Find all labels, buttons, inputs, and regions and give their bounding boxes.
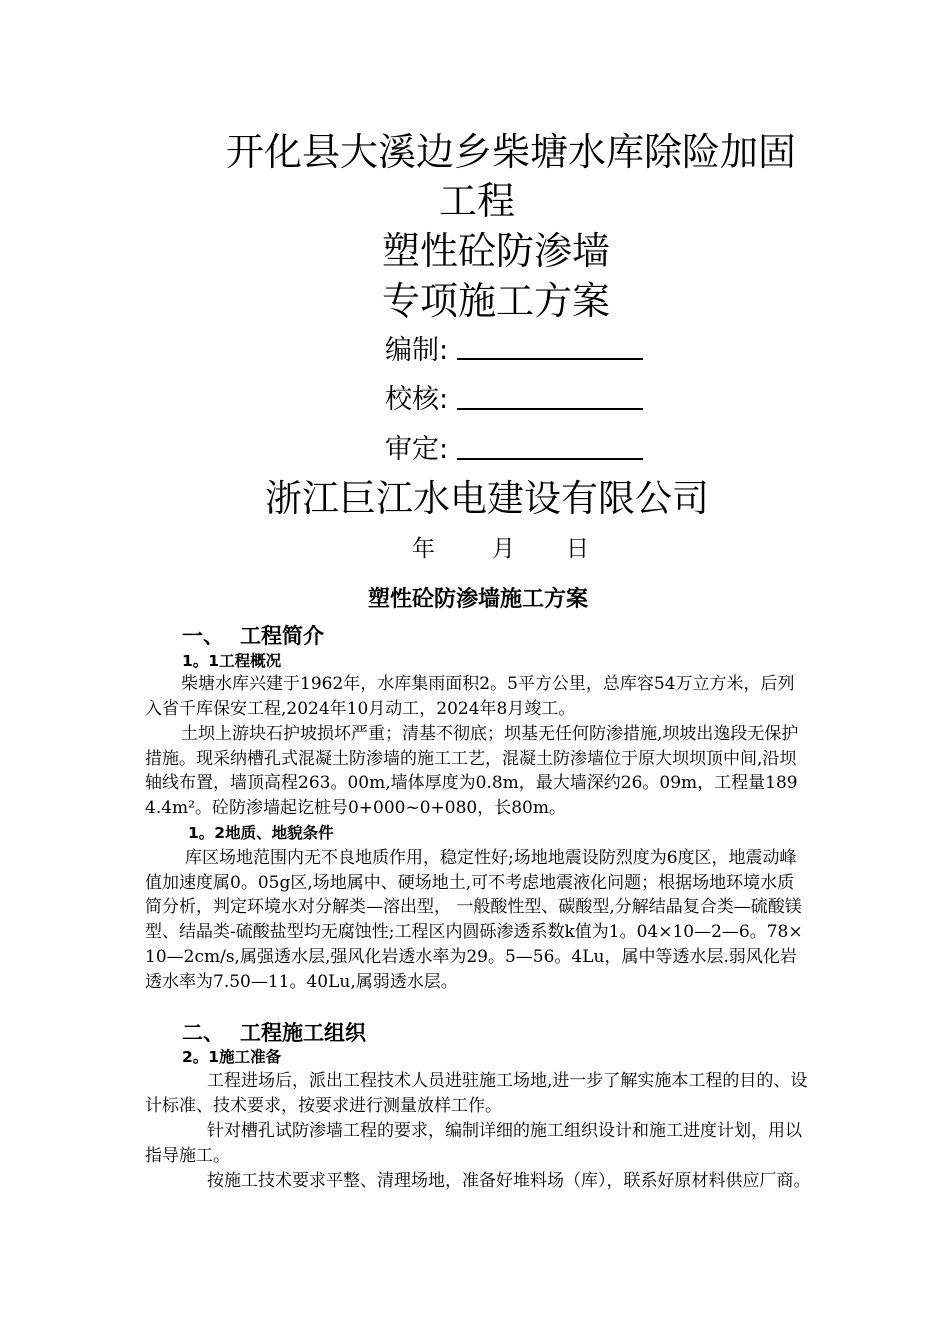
- para-1-2-a: 库区场地范围内无不良地质作用，稳定性好;场地地震设防烈度为6度区，地震动峰值加速度属0。05g区,场地属中、硬场地土,可不考虑地震液化问题；根据场地环境水质简分析，判定环境水对分解类—溶出型， 一般酸性型、碳酸型,分解结晶复合类—硫酸镁型、结晶类-硫酸盐型均无腐蚀性;工程区内圆砾渗透系数k值为1。04×10—2—6。78×10—2cm/s,属强透水层,强风化岩透水率为29。5—56。4Lu，属中等透水层.弱风化岩透水率为7.50—11。40Lu,属弱透水层。: [145, 848, 803, 992]
- section2-number: 二、: [182, 1021, 224, 1045]
- cover-title-line4: 专项施工方案: [382, 279, 611, 323]
- sign-approve-line: [457, 458, 643, 460]
- document-title: 塑性砼防渗墙施工方案: [368, 587, 589, 612]
- cover-title-line1: 开化县大溪边乡柴塘水库除险加固: [226, 130, 797, 174]
- para-1-1-b: 土坝上游块石护坡损坏严重；清基不彻底；坝基无任何防渗措施,坝坡出逸段无保护措施。现采纳槽孔式混凝土防渗墙的施工工艺，混凝土防渗墙位于原大坝坝顶中间,沿坝轴线布置，墙顶高程263。00m,墙体厚度为0.8m，最大墙深约26。09m，工程量1894.4m²。砼防渗墙起讫桩号0+000~0+080，长80m。: [145, 724, 799, 819]
- sign-approve-label: 审定:: [385, 434, 449, 465]
- sign-review-label: 校核:: [385, 384, 449, 415]
- section2-heading: [182, 1020, 366, 1046]
- date-day: 日: [566, 536, 589, 562]
- section1-heading: [182, 623, 324, 649]
- para-2-1-b: 针对槽孔试防渗墙工程的要求，编制详细的施工组织设计和施工进度计划，用以指导施工。: [145, 1121, 802, 1166]
- section1-title: 工程简介: [240, 624, 324, 648]
- para-2-1-c: 按施工技术要求平整、清理场地，准备好堆料场（库），联系好原材料供应厂商。: [207, 1171, 811, 1191]
- company-name: 浙江巨江水电建设有限公司: [265, 477, 709, 520]
- subsection-1-2-heading: 1。2地质、地貌条件: [188, 824, 334, 842]
- date-month: 月: [492, 536, 515, 562]
- para-2-1-a: 工程进场后，派出工程技术人员进驻施工场地,进一步了解实施本工程的目的、设计标准、技术要求，按要求进行测量放样工作。: [145, 1071, 808, 1116]
- date-row: [412, 535, 589, 563]
- subsection-2-1-heading: 2。1施工准备: [182, 1048, 282, 1066]
- sign-compile-line: [457, 358, 643, 360]
- date-year: 年: [412, 536, 435, 562]
- cover-title-line2: 工程: [439, 179, 516, 223]
- subsection-1-1-heading: 1。1工程概况: [182, 652, 282, 670]
- sign-compile-label: 编制:: [385, 335, 449, 366]
- cover-title-line3: 塑性砼防渗墙: [382, 229, 611, 273]
- section1-number: 一、: [182, 624, 224, 648]
- sign-review-line: [457, 408, 643, 410]
- para-1-1-a: 柴塘水库兴建于1962年，水库集雨面积2。5平方公里，总库容54万立方米，后列入省千库保安工程,2024年10月动工，2024年8月竣工。: [145, 674, 795, 719]
- section2-title: 工程施工组织: [240, 1021, 366, 1045]
